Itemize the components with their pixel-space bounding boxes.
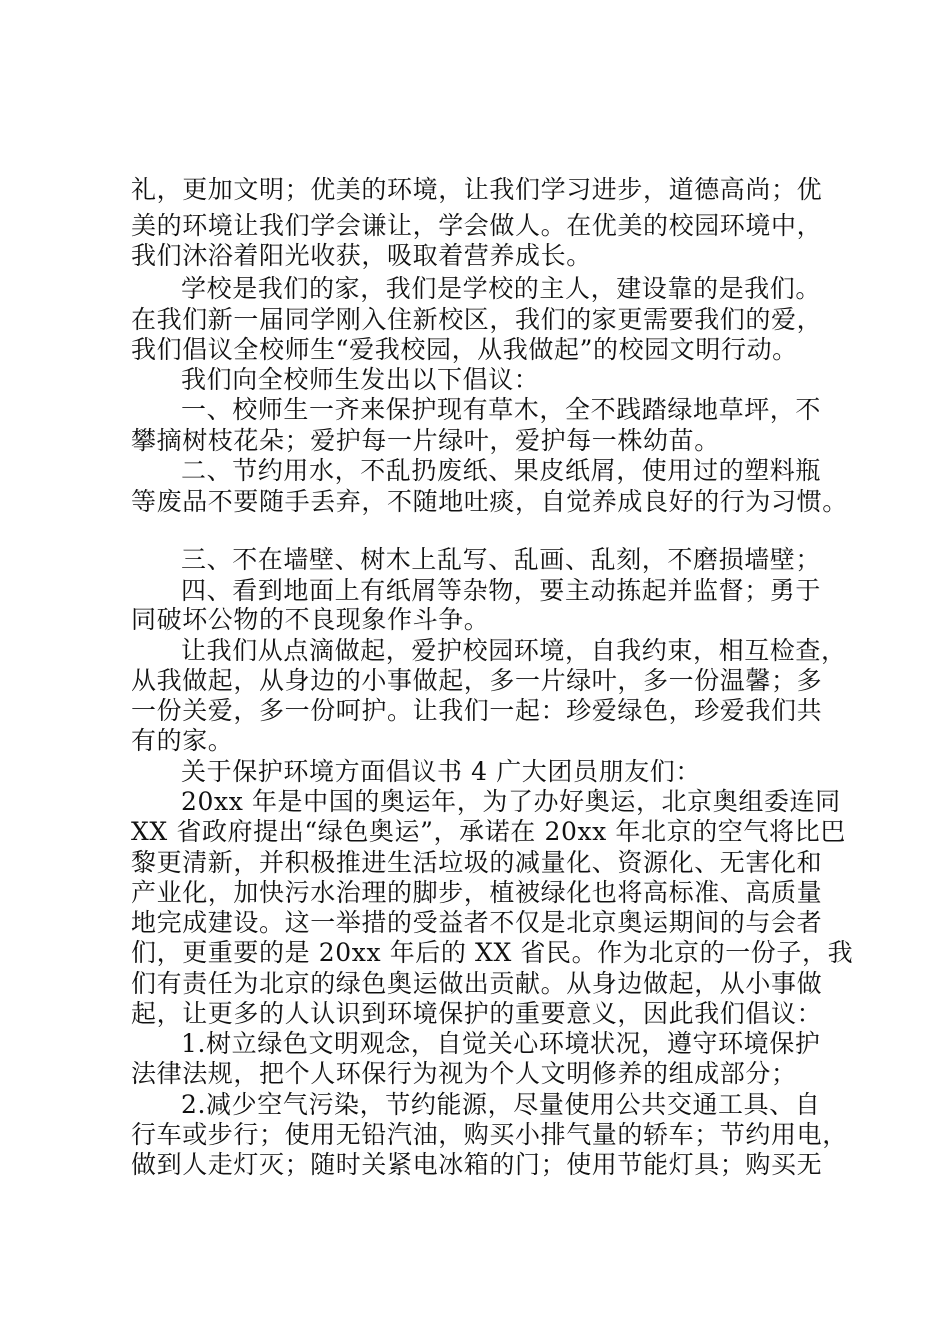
text-line: 2.减少空气污染，节约能源，尽量使用公共交通工具、自: [181, 1090, 821, 1119]
text-line: 黎更清新，并积极推进生活垃圾的减量化、资源化、无害化和: [131, 848, 823, 877]
text-line: 同破坏公物的不良现象作斗争。: [131, 605, 490, 634]
text-line: 让我们从点滴做起，爱护校园环境，自我约束，相互检查，: [181, 636, 847, 665]
text-line: 一、校师生一齐来保护现有草木，全不践踏绿地草坪，不: [181, 395, 822, 424]
text-line: 有的家。: [131, 726, 234, 755]
text-line: 等废品不要随手丢弃，不随地吐痰，自觉养成良好的行为习惯。: [131, 487, 848, 516]
text-line: 一份关爱，多一份呵护。让我们一起：珍爱绿色，珍爱我们共: [131, 696, 823, 725]
text-line: 产业化，加快污水治理的脚步，植被绿化也将高标准、高质量: [131, 878, 823, 907]
text-line: XX 省政府提出“绿色奥运”，承诺在 20xx 年北京的空气将比巴: [131, 817, 846, 846]
text-line: 们有责任为北京的绿色奥运做出贡献。从身边做起，从小事做: [131, 969, 823, 998]
text-line: 我们倡议全校师生“爱我校园，从我做起”的校园文明行动。: [131, 335, 798, 364]
text-line: 们，更重要的是 20xx 年后的 XX 省民。作为北京的一份子，我: [131, 938, 854, 967]
text-line: 我们沐浴着阳光收获，吸取着营养成长。: [131, 241, 592, 270]
text-line: 四、看到地面上有纸屑等杂物，要主动拣起并监督；勇于: [181, 576, 822, 605]
text-line: 地完成建设。这一举措的受益者不仅是北京奥运期间的与会者: [131, 908, 823, 937]
text-line: 礼，更加文明；优美的环境，让我们学习进步，道德高尚；优: [131, 175, 823, 204]
text-line: 法律法规，把个人环保行为视为个人文明修养的组成部分；: [131, 1059, 797, 1088]
text-line: 做到人走灯灭；随时关紧电冰箱的门；使用节能灯具；购买无: [131, 1150, 823, 1179]
text-line: 攀摘树枝花朵；爱护每一片绿叶，爱护每一株幼苗。: [131, 426, 720, 455]
text-line: 我们向全校师生发出以下倡议：: [181, 365, 540, 394]
text-line: 三、不在墙壁、树木上乱写、乱画、乱刻，不磨损墙壁；: [181, 545, 822, 574]
text-line: 从我做起，从身边的小事做起，多一片绿叶，多一份温馨；多: [131, 666, 823, 695]
text-line: 关于保护环境方面倡议书 4 广大团员朋友们：: [181, 757, 702, 786]
text-line: 行车或步行；使用无铅汽油，购买小排气量的轿车；节约用电，: [131, 1120, 848, 1149]
text-line: 学校是我们的家，我们是学校的主人，建设靠的是我们。: [181, 274, 822, 303]
text-line: 起，让更多的人认识到环境保护的重要意义，因此我们倡议：: [131, 999, 823, 1028]
text-line: 1.树立绿色文明观念，自觉关心环境状况，遵守环境保护: [181, 1029, 821, 1058]
text-line: 二、节约用水，不乱扔废纸、果皮纸屑，使用过的塑料瓶: [181, 456, 822, 485]
text-line: 美的环境让我们学会谦让，学会做人。在优美的校园环境中，: [131, 211, 823, 240]
text-line: 在我们新一届同学刚入住新校区，我们的家更需要我们的爱，: [131, 305, 823, 334]
text-line: 20xx 年是中国的奥运年，为了办好奥运，北京奥组委连同: [181, 787, 841, 816]
